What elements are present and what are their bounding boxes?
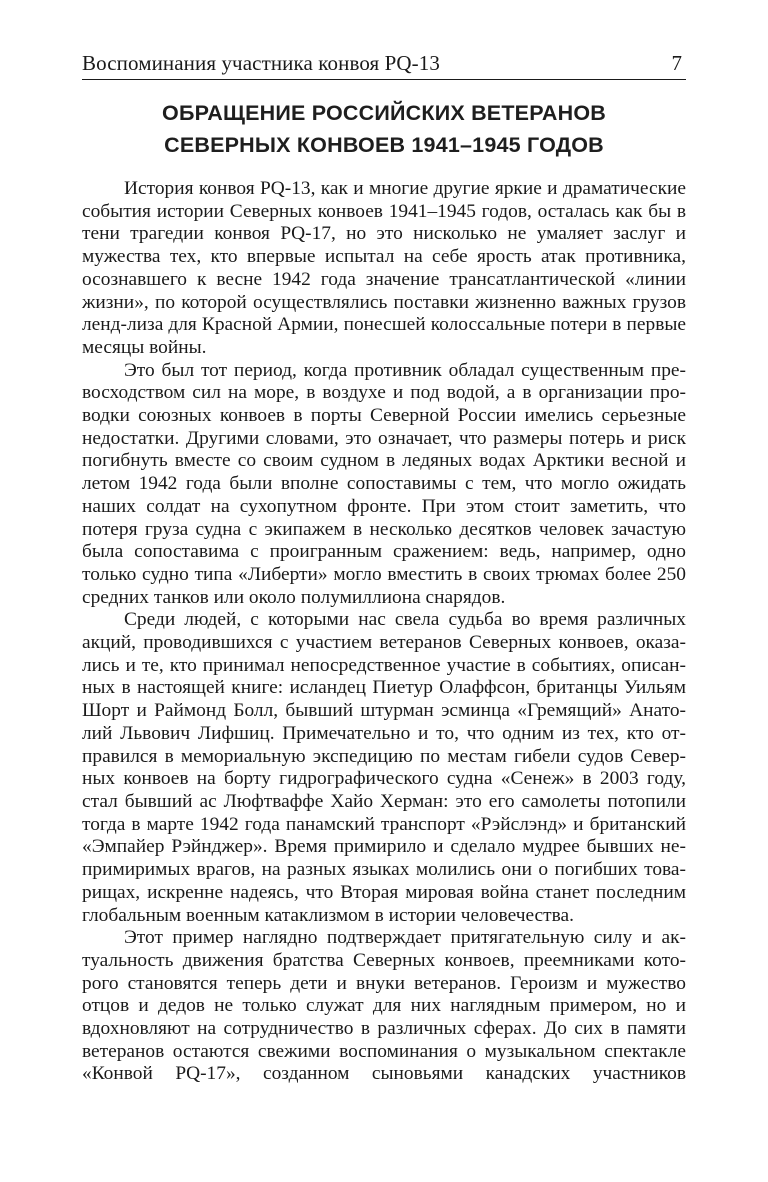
paragraph-2: Это был тот период, когда противник обладал существенным превосходством сил на море, в воздухе и под водой, а в организации проводки союзных конвоев в порты Северной России имелись серьезные недостатки. Другими словами, это означает, что размеры потерь и риск погибнуть вместе со своим судном в ледяных водах Арктики весной и летом 1942 года были вполне сопоставимы с тем, что могло ожидать наших солдат на сухопутном фронте. При этом стоит заметить, что потеря груза судна с экипажем в несколько десятков человек зачастую была сопоставима с проигранным сражением: ведь, например, одно только судно типа «Либерти» могло вместить в своих трюмах более 250 средних танков или около полумиллиона снарядов.: [82, 359, 686, 608]
running-title: Воспоминания участника конвоя PQ-13: [82, 51, 440, 75]
body-text: [82, 178, 686, 1086]
page-number: 7: [671, 51, 682, 75]
chapter-title-line-1: ОБРАЩЕНИЕ РОССИЙСКИХ ВЕТЕРАНОВ: [162, 101, 606, 125]
running-header: [82, 42, 686, 80]
chapter-title-line-2: СЕВЕРНЫХ КОНВОЕВ 1941–1945 ГОДОВ: [164, 133, 604, 157]
paragraph-1: История конвоя PQ-13, как и многие другие яркие и драматические события истории Северных конвоев 1941–1945 годов, осталась как бы в тени трагедии конвоя PQ-17, но это нисколько не умаляет заслуг и мужества тех, кто впервые испытал на себе ярость атак противника, осознавшего к весне 1942 года значение трансатлантической «линии жизни», по которой осуществлялись поставки жизненно важных грузов ленд-лиза для Красной Армии, понесшей колоссальные потери в первые месяцы войны.: [82, 178, 686, 358]
chapter-title: [82, 97, 686, 161]
paragraph-4: Этот пример наглядно подтверждает притягательную силу и актуальность движения братства Северных конвоев, преемниками которого становятся теперь дети и внуки ветеранов. Героизм и мужество отцов и дедов не только служат для них наглядным примером, но и вдохновляют на сотрудничество в различных сферах. До сих в памяти ветеранов остаются свежими воспоминания о музыкальном спектакле «Конвой PQ-17», созданном сыновьями канадских участников: [82, 927, 686, 1085]
paragraph-3: Среди людей, с которыми нас свела судьба во время различных акций, проводившихся с участием ветеранов Северных конвоев, оказались и те, кто принимал непосредственное участие в событиях, описанных в настоящей книге: исландец Пиетур Олаффсон, британцы Уильям Шорт и Раймонд Болл, бывший штурман эсминца «Гремящий» Анатолий Львович Лифшиц. Примечательно и то, что одним из тех, кто отправился в мемориальную экспедицию по местам гибели судов Северных конвоев на борту гидрографического судна «Сенеж» в 2003 году, стал бывший ас Люфтваффе Хайо Херман: это его самолеты потопили тогда в марте 1942 года панамский транспорт «Рэйслэнд» и британский «Эмпайер Рэйнджер». Время примирило и сделало мудрее бывших непримиримых врагов, на разных языках молились они о погибших товарищах, искренне надеясь, что Вторая мировая война станет последним глобальным военным катаклизмом в истории человечества.: [82, 609, 686, 926]
